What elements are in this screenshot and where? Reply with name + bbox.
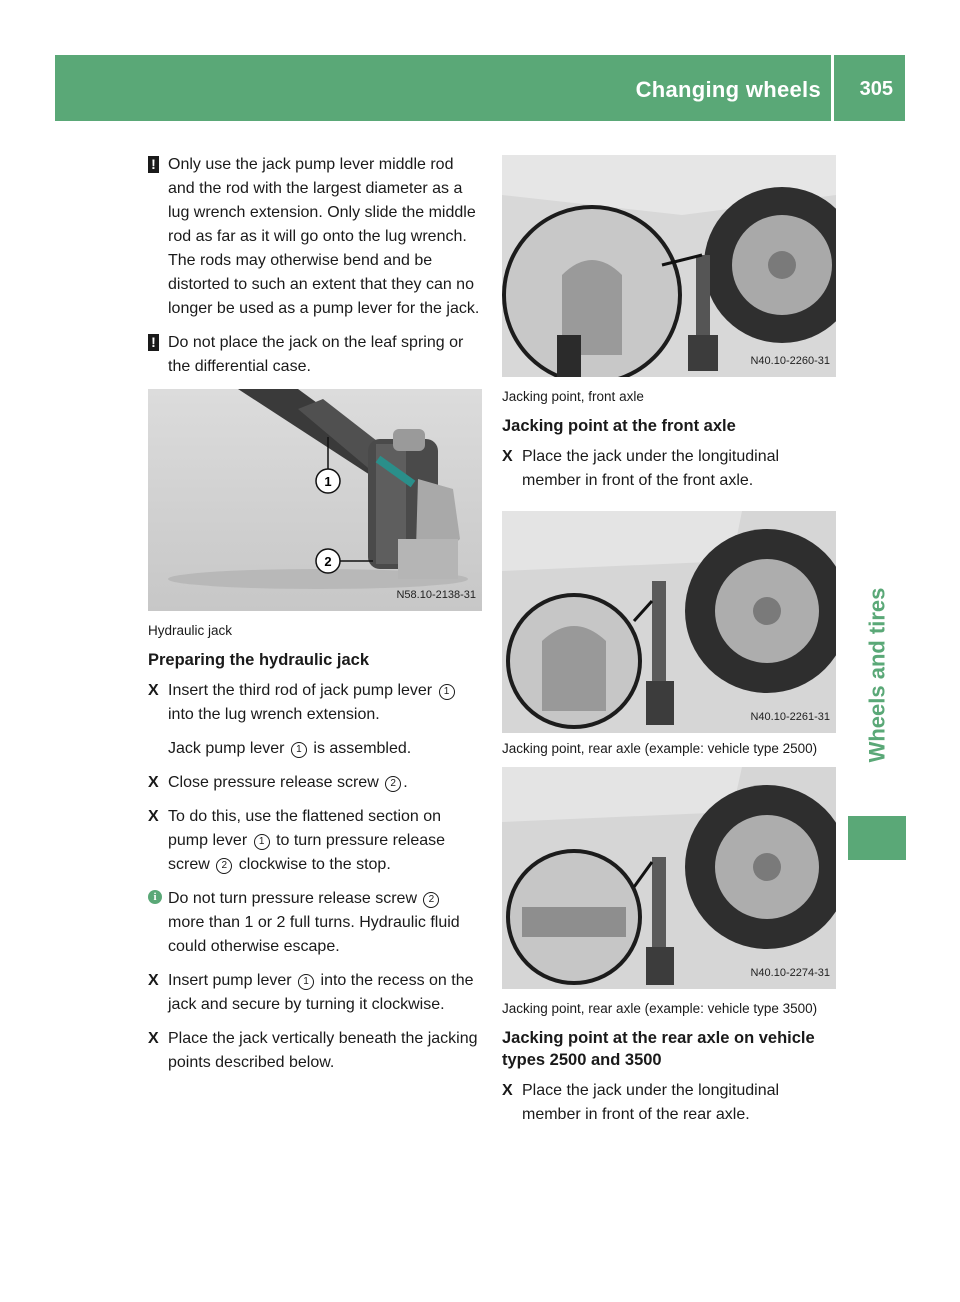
figure-caption: Jacking point, rear axle (example: vehicle type 2500) bbox=[502, 741, 818, 756]
section-heading: Jacking point at the front axle bbox=[502, 417, 736, 435]
step-arrow-icon: X bbox=[148, 808, 159, 825]
step-front-axle: X Place the jack under the longitudinal member in front of the front axle. bbox=[502, 445, 836, 493]
figure-code: N40.10-2261-31 bbox=[750, 711, 830, 723]
side-tab bbox=[848, 530, 906, 820]
step-arrow-icon: X bbox=[148, 682, 159, 699]
warning-icon: ! bbox=[148, 334, 159, 351]
warning-icon: ! bbox=[148, 156, 159, 173]
figure-code: N58.10-2138-31 bbox=[396, 589, 476, 601]
step-4: X Insert pump lever 1 into the recess on the jack and secure by turning it clockwise. bbox=[148, 969, 482, 1017]
rear-axle-2500-illustration bbox=[502, 511, 836, 733]
info-icon: i bbox=[148, 890, 162, 904]
callout-1-label: 1 bbox=[324, 474, 332, 489]
figure-front-axle bbox=[502, 155, 836, 377]
figure-caption: Hydraulic jack bbox=[148, 623, 233, 638]
callout-1-icon: 1 bbox=[439, 684, 455, 700]
step-arrow-icon: X bbox=[148, 774, 159, 791]
section-heading: Preparing the hydraulic jack bbox=[148, 651, 369, 669]
callout-1-icon: 1 bbox=[298, 974, 314, 990]
section-title: Changing wheels bbox=[635, 77, 821, 102]
figure-code: N40.10-2260-31 bbox=[750, 355, 830, 367]
hydraulic-jack-illustration bbox=[148, 389, 482, 611]
figure-code: N40.10-2274-31 bbox=[750, 967, 830, 979]
front-axle-illustration bbox=[502, 155, 836, 377]
step-arrow-icon: X bbox=[148, 1030, 159, 1047]
callout-1-icon: 1 bbox=[254, 834, 270, 850]
callout-2-icon: 2 bbox=[423, 892, 439, 908]
step-arrow-icon: X bbox=[502, 1082, 513, 1099]
warning-text-2: Do not place the jack on the leaf spring or the differential case. bbox=[168, 334, 464, 375]
page-number: 305 bbox=[859, 78, 893, 100]
figure-caption: Jacking point, rear axle (example: vehicle type 3500) bbox=[502, 1001, 818, 1016]
callout-1-icon: 1 bbox=[291, 742, 307, 758]
figure-rear-axle-3500 bbox=[502, 767, 836, 989]
header-bar bbox=[55, 55, 905, 121]
step-3: X To do this, use the flattened section on pump lever 1 to turn pressure release screw 2 clockwise to the stop. bbox=[148, 805, 482, 877]
warning-note-1 bbox=[148, 153, 482, 321]
info-note: i Do not turn pressure release screw 2 more than 1 or 2 full turns. Hydraulic fluid could otherwise escape. bbox=[148, 887, 482, 959]
step-2: X Close pressure release screw 2 . bbox=[148, 771, 482, 795]
callout-2-label: 2 bbox=[324, 554, 332, 569]
step-1: X Insert the third rod of jack pump lever 1 into the lug wrench extension. bbox=[148, 679, 482, 727]
side-tab-label: Wheels and tires bbox=[864, 587, 889, 763]
step-arrow-icon: X bbox=[502, 448, 513, 465]
section-heading: Jacking point at the rear axle on vehicle types 2500 and 3500 bbox=[502, 1029, 815, 1069]
figure-caption: Jacking point, front axle bbox=[502, 389, 644, 404]
callout-2-icon: 2 bbox=[385, 776, 401, 792]
header-divider bbox=[831, 55, 834, 121]
figure-rear-axle-2500 bbox=[502, 511, 836, 733]
step-1-result: Jack pump lever 1 is assembled. bbox=[168, 740, 412, 757]
step-5: X Place the jack vertically beneath the jacking points described below. bbox=[148, 1027, 482, 1075]
warning-note-2 bbox=[148, 331, 482, 379]
side-tab-block bbox=[848, 816, 906, 860]
step-rear-axle: X Place the jack under the longitudinal member in front of the rear axle. bbox=[502, 1079, 836, 1127]
figure-hydraulic-jack bbox=[148, 389, 482, 611]
right-column bbox=[502, 153, 836, 1137]
step-arrow-icon: X bbox=[148, 972, 159, 989]
callout-2-icon: 2 bbox=[216, 858, 232, 874]
rear-axle-3500-illustration bbox=[502, 767, 836, 989]
warning-text-1: Only use the jack pump lever middle rod and the rod with the largest diameter as a lug wrench extension. Only slide the middle rod as far as it will go onto the lug wrench. The rods may otherwise bend and be distorted to such an extent that they can no longer be used as a pump lever for the jack. bbox=[168, 156, 480, 317]
left-column bbox=[148, 153, 482, 1085]
